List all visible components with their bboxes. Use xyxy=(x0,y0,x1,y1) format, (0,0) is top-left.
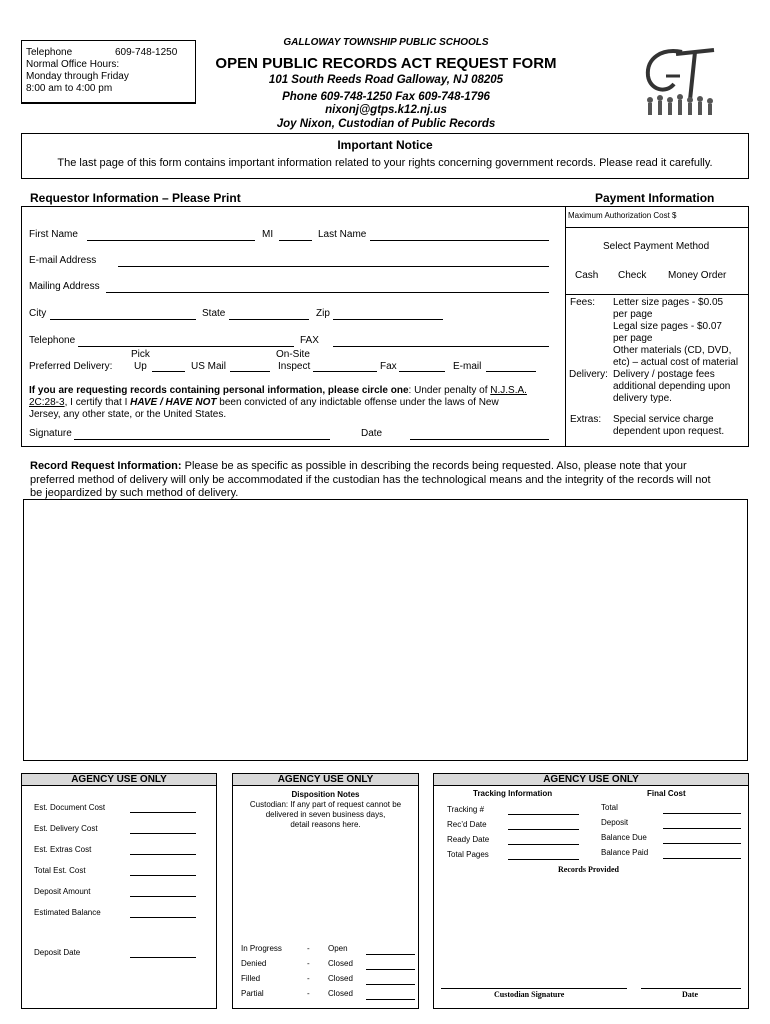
signature-label: Signature xyxy=(29,428,72,439)
notice-heading: Important Notice xyxy=(337,138,433,152)
fax-option[interactable] xyxy=(399,371,445,372)
disposition-line: Custodian: If any part of request cannot be xyxy=(249,800,402,809)
preferred-delivery-label: Preferred Delivery: xyxy=(29,361,113,372)
status-partial-field[interactable] xyxy=(366,999,415,1000)
telephone-label: Telephone xyxy=(26,47,73,58)
total-pages-label: Total Pages xyxy=(447,850,489,859)
status-in-progress: In Progress xyxy=(241,944,282,953)
njsa-link: N.J.S.A. xyxy=(490,385,527,396)
phone-fax: Phone 609-748-1250 Fax 609-748-1796 xyxy=(282,91,490,103)
mailing-address-label: Mailing Address xyxy=(29,281,100,292)
statute-ref: 2C:28-3 xyxy=(29,397,65,408)
record-request-text-1: Please be as specific as possible in describing the records being requested. Also, please note that your xyxy=(181,460,687,472)
last-name-field[interactable] xyxy=(370,240,549,241)
status-partial: Partial xyxy=(241,989,264,998)
pick-label: Pick xyxy=(131,349,150,360)
fees-line: Letter size pages - $0.05 xyxy=(613,297,724,308)
disposition-line: delivered in seven business days, xyxy=(265,810,386,819)
first-name-label: First Name xyxy=(29,229,78,240)
agency-header-1: AGENCY USE ONLY xyxy=(22,774,216,786)
final-cost-heading: Final Cost xyxy=(647,789,686,798)
deposit-date-label: Deposit Date xyxy=(34,948,81,957)
district-logo xyxy=(632,44,727,126)
have-not-option[interactable]: HAVE NOT xyxy=(165,397,217,408)
status-denied: Denied xyxy=(241,959,267,968)
est-document-cost-label: Est. Document Cost xyxy=(34,803,106,812)
final-deposit-field[interactable] xyxy=(663,828,741,829)
status-dash: - xyxy=(307,959,310,968)
status-filled: Filled xyxy=(241,974,261,983)
last-name-label: Last Name xyxy=(318,229,367,240)
estimated-balance-field[interactable] xyxy=(130,917,196,918)
custodian-name: Joy Nixon, Custodian of Public Records xyxy=(276,118,496,130)
est-extras-cost-label: Est. Extras Cost xyxy=(34,845,92,854)
email-option[interactable] xyxy=(486,371,536,372)
final-total-field[interactable] xyxy=(663,813,741,814)
status-denied-field[interactable] xyxy=(366,969,415,970)
telephone-field[interactable] xyxy=(78,346,294,347)
tracking-number-field[interactable] xyxy=(508,814,579,815)
tracking-heading: Tracking Information xyxy=(473,789,553,798)
requestor-payment-divider xyxy=(565,207,566,446)
district-name: GALLOWAY TOWNSHIP PUBLIC SCHOOLS xyxy=(283,37,489,48)
record-request-instructions xyxy=(30,460,711,501)
record-request-label: Record Request Information: xyxy=(30,460,182,472)
fax-option-label: Fax xyxy=(380,361,397,372)
status-dash: - xyxy=(307,944,310,953)
disposition-heading: Disposition Notes xyxy=(291,790,360,799)
status-closed: Closed xyxy=(328,974,353,983)
records-provided-label: Records Provided xyxy=(558,865,619,874)
deposit-date-field[interactable] xyxy=(130,957,196,958)
fees-list xyxy=(613,297,738,405)
custodian-signature-label: Custodian Signature xyxy=(494,990,565,999)
delivery-line: additional depending upon xyxy=(613,381,731,392)
fees-line: Legal size pages - $0.07 xyxy=(613,321,722,332)
total-pages-field[interactable] xyxy=(508,859,579,860)
contact-box xyxy=(21,40,196,104)
office-hours-label: Normal Office Hours: xyxy=(26,59,120,70)
us-mail-option[interactable] xyxy=(230,371,270,372)
estimated-balance-label: Estimated Balance xyxy=(34,908,101,917)
disposition-text xyxy=(232,800,419,830)
fees-line: Other materials (CD, DVD, xyxy=(613,345,732,356)
balance-due-label: Balance Due xyxy=(601,833,647,842)
have-slash: / xyxy=(157,397,166,408)
status-open: Open xyxy=(328,944,348,953)
ready-date-label: Ready Date xyxy=(447,835,490,844)
deposit-amount-field[interactable] xyxy=(130,896,196,897)
custodian-email: nixonj@gtps.k12.nj.us xyxy=(325,104,447,116)
check-option[interactable]: Check xyxy=(618,270,647,281)
max-auth-cost: Maximum Authorization Cost $ xyxy=(568,211,677,220)
first-name-field[interactable] xyxy=(87,240,255,241)
payment-divider-2 xyxy=(565,294,749,295)
select-payment-method: Select Payment Method xyxy=(603,241,710,252)
final-deposit-label: Deposit xyxy=(601,818,629,827)
pickup-label: Up xyxy=(134,361,147,372)
office-times: 8:00 am to 4:00 pm xyxy=(26,83,113,94)
city-label: City xyxy=(29,308,47,319)
personal-info-bold: If you are requesting records containing personal information, please circle one xyxy=(29,385,409,396)
recd-date-field[interactable] xyxy=(508,829,579,830)
date-field[interactable] xyxy=(410,439,549,440)
fax-field[interactable] xyxy=(333,346,549,347)
final-total-label: Total xyxy=(601,803,618,812)
fees-line: per page xyxy=(613,333,653,344)
balance-due-field[interactable] xyxy=(663,843,741,844)
status-open-field[interactable] xyxy=(366,954,415,955)
custodian-date-label: Date xyxy=(682,990,698,999)
status-dash: - xyxy=(307,989,310,998)
mi-label: MI xyxy=(262,229,274,240)
personal-info-line-1 xyxy=(29,385,527,397)
est-document-cost-field[interactable] xyxy=(130,812,196,813)
custodian-date-field[interactable] xyxy=(641,988,741,989)
school-address: 101 South Reeds Road Galloway, NJ 08205 xyxy=(268,74,504,86)
inspect-label: Inspect xyxy=(278,361,311,372)
agency-header-3: AGENCY USE ONLY xyxy=(434,774,748,786)
email-label: E-mail Address xyxy=(29,255,97,266)
status-filled-field[interactable] xyxy=(366,984,415,985)
balance-paid-field[interactable] xyxy=(663,858,741,859)
requestor-heading: Requestor Information – Please Print xyxy=(30,191,241,205)
record-request-line-2: preferred method of delivery will only be accommodated if the custodian has the technological means and the integrity of the records will not xyxy=(30,473,711,486)
notice-text: The last page of this form contains important information related to your rights concerning government records. Please read it carefully. xyxy=(57,157,713,169)
state-label: State xyxy=(202,308,226,319)
personal-info-rest: : Under penalty of xyxy=(408,385,491,396)
delivery-line: Delivery / postage fees xyxy=(613,369,715,380)
personal-info-line-2 xyxy=(29,397,499,409)
have-option[interactable]: HAVE xyxy=(130,397,158,408)
fees-label: Fees: xyxy=(570,297,596,308)
extras-list xyxy=(613,414,724,438)
us-mail-label: US Mail xyxy=(191,361,227,372)
extras-label: Extras: xyxy=(570,414,602,425)
inspect-option[interactable] xyxy=(313,371,377,372)
pickup-option[interactable] xyxy=(152,371,185,372)
est-delivery-cost-label: Est. Delivery Cost xyxy=(34,824,98,833)
agency-header-2: AGENCY USE ONLY xyxy=(233,774,418,786)
form-title: OPEN PUBLIC RECORDS ACT REQUEST FORM xyxy=(215,55,557,72)
telephone-number: 609-748-1250 xyxy=(115,47,178,58)
status-dash: - xyxy=(307,974,310,983)
fees-line: per page xyxy=(613,309,653,320)
disposition-line: detail reasons here. xyxy=(290,820,361,829)
est-extras-cost-field[interactable] xyxy=(130,854,196,855)
ready-date-field[interactable] xyxy=(508,844,579,845)
cash-option[interactable]: Cash xyxy=(575,270,599,281)
fees-line: etc) – actual cost of material xyxy=(613,357,739,368)
email-option-label: E-mail xyxy=(453,361,482,372)
record-request-textarea[interactable] xyxy=(23,499,748,761)
city-field[interactable] xyxy=(50,319,196,320)
state-field[interactable] xyxy=(229,319,309,320)
status-closed: Closed xyxy=(328,989,353,998)
record-request-line-3: be jeopardized by such method of delivery. xyxy=(30,487,239,499)
delivery-line: delivery type. xyxy=(613,393,672,404)
onsite-label: On-Site xyxy=(276,349,310,360)
record-request-line-1 xyxy=(30,460,711,474)
total-est-cost-label: Total Est. Cost xyxy=(34,866,86,875)
custodian-signature-field[interactable] xyxy=(441,988,627,989)
certify-text-2: been convicted of any indictable offense under the laws of New xyxy=(216,397,499,408)
delivery-label: Delivery: xyxy=(569,369,608,380)
office-days: Monday through Friday xyxy=(26,71,129,82)
certify-text-3: Jersey, any other state, or the United States. xyxy=(29,409,227,420)
zip-label: Zip xyxy=(316,308,330,319)
est-delivery-cost-field[interactable] xyxy=(130,833,196,834)
telephone-field-label: Telephone xyxy=(29,335,76,346)
signature-field[interactable] xyxy=(74,439,330,440)
fax-field-label: FAX xyxy=(300,335,319,346)
email-field[interactable] xyxy=(118,266,549,267)
mi-field[interactable] xyxy=(279,240,312,241)
certify-text-1: , I certify that I xyxy=(64,397,131,408)
extras-line: dependent upon request. xyxy=(613,426,725,437)
money-order-option[interactable]: Money Order xyxy=(668,270,727,281)
status-closed: Closed xyxy=(328,959,353,968)
total-est-cost-field[interactable] xyxy=(130,875,196,876)
payment-heading: Payment Information xyxy=(595,191,715,205)
tracking-number-label: Tracking # xyxy=(447,805,485,814)
important-notice-box xyxy=(21,133,749,179)
recd-date-label: Rec’d Date xyxy=(447,820,487,829)
zip-field[interactable] xyxy=(333,319,443,320)
deposit-amount-label: Deposit Amount xyxy=(34,887,91,896)
mailing-address-field[interactable] xyxy=(106,292,549,293)
balance-paid-label: Balance Paid xyxy=(601,848,649,857)
date-label: Date xyxy=(361,428,383,439)
extras-line: Special service charge xyxy=(613,414,714,425)
payment-divider-1 xyxy=(565,227,749,228)
